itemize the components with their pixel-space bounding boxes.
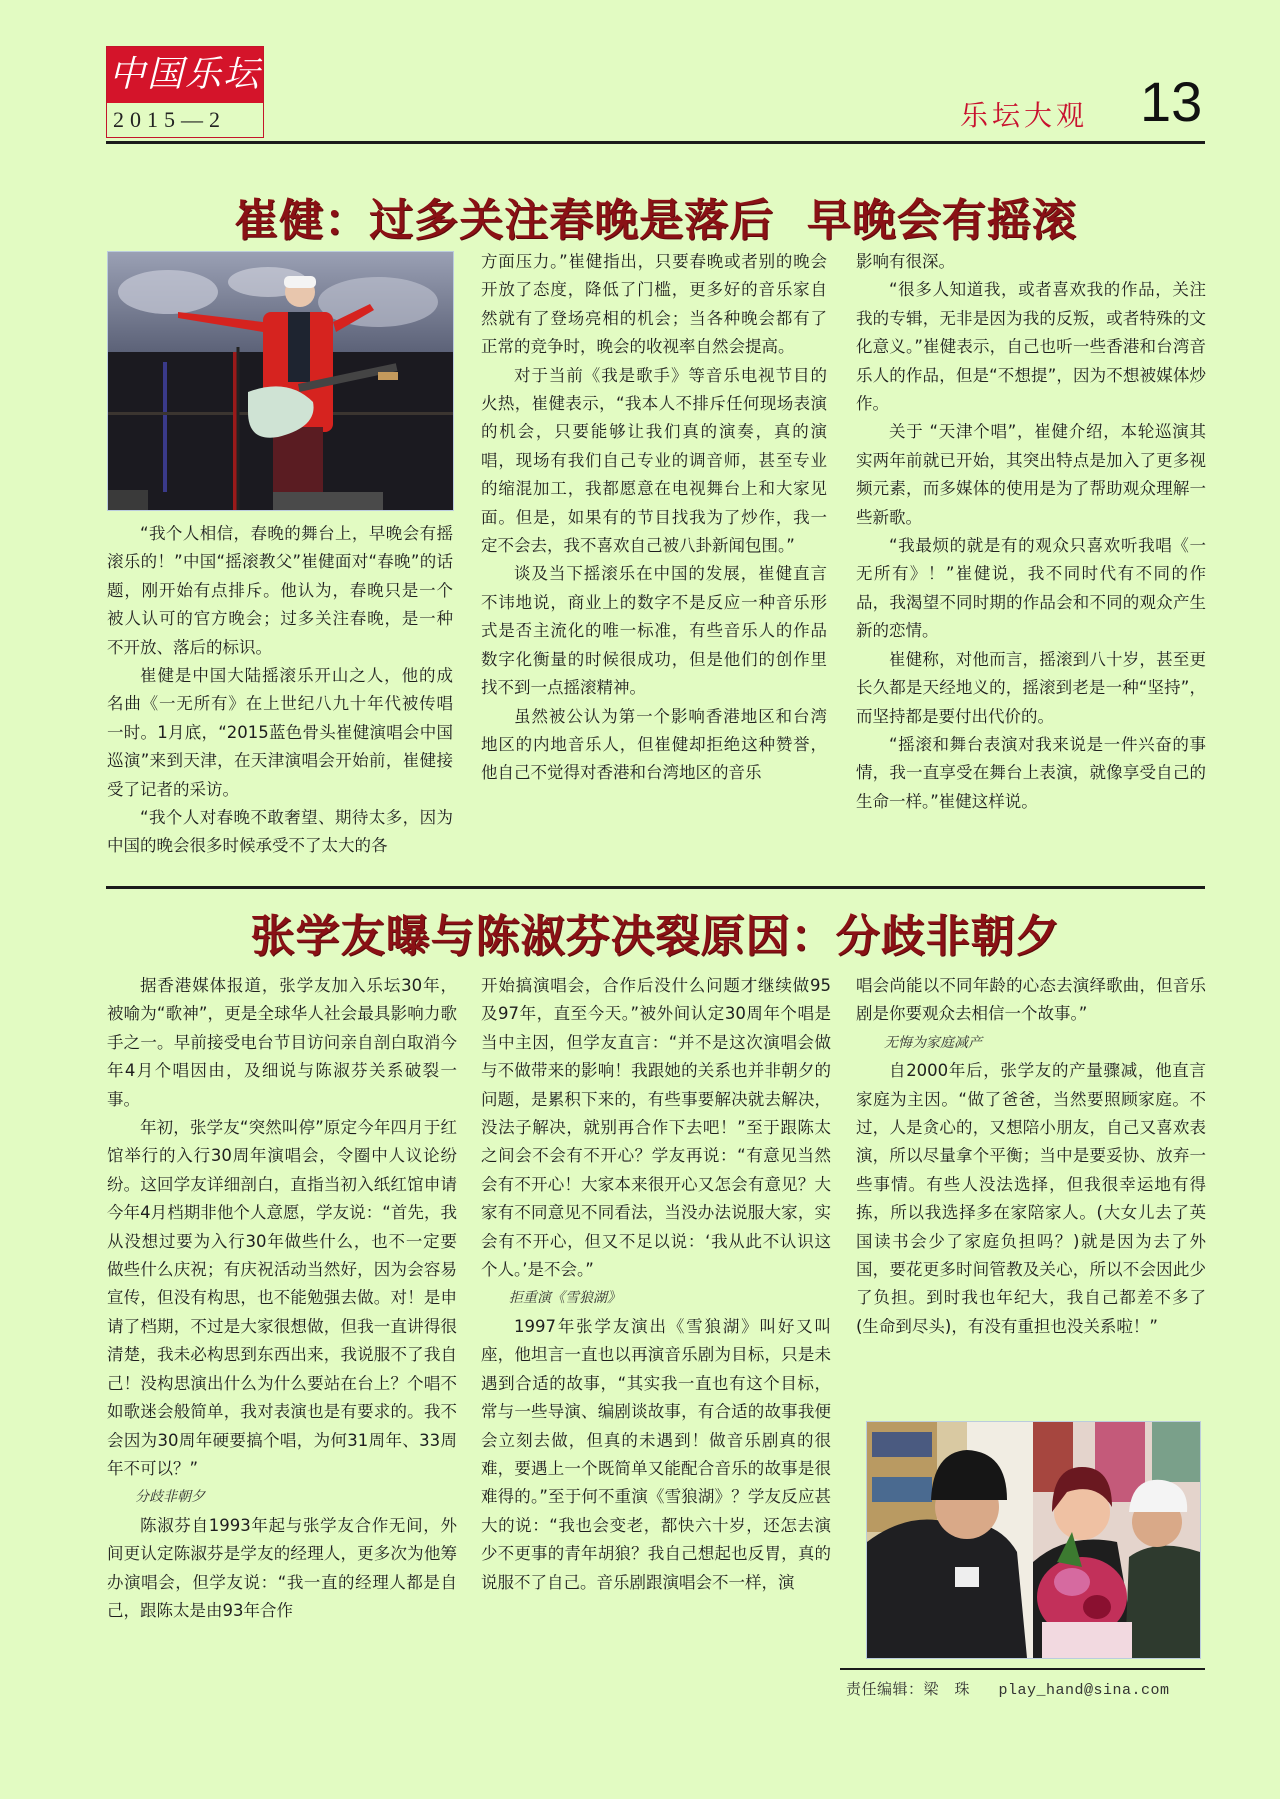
subheading: 分歧非朝夕: [135, 1489, 205, 1506]
article2-column-1: [107, 972, 457, 1625]
article1-photo: [107, 251, 454, 511]
paragraph: “摇滚和舞台表演对我来说是一件兴奋的事情，我一直享受在舞台上表演，就像享受自己的生命一样。”崔健这样说。: [856, 734, 1206, 811]
article-divider: [106, 886, 1205, 889]
paragraph: “我个人对春晚不敢奢望、期待太多，因为中国的晚会很多时候承受不了太大的各: [107, 808, 453, 856]
subheading: 无悔为家庭减产: [884, 1034, 982, 1051]
subheading: 拒重演《雪狼湖》: [509, 1290, 621, 1307]
issue-number: 2015—2: [107, 103, 263, 137]
paragraph: 谈及当下摇滚乐在中国的发展，崔健直言不讳地说，商业上的数字不是反应一种音乐形式是否主流化的唯一标准，有些音乐人的作品数字化衡量的时候很成功，但是他们的创作里找不到一点摇滚精神。: [481, 564, 827, 698]
footer: [846, 1678, 1170, 1699]
paragraph: 对于当前《我是歌手》等音乐电视节目的火热，崔健表示，“我本人不排斥任何现场表演的机会，只要能够让我们真的演奏，真的演唱，现场有我们自己专业的调音师，甚至专业的缩混加工，我都愿意在电视舞台上和大家见面。但是，如果有的节目找我为了炒作，我一定不会去，我不喜欢自己被八卦新闻包围。”: [481, 365, 827, 556]
article1-headline: 崔健：过多关注春晚是落后 早晚会有摇滚: [234, 195, 1077, 246]
paragraph: 唱会尚能以不同年龄的心态去演绎歌曲，但音乐剧是你要观众去相信一个故事。”: [856, 976, 1206, 1024]
section-name: 乐坛大观: [960, 99, 1089, 132]
article2-column-2: [481, 972, 831, 1597]
paragraph: 虽然被公认为第一个影响香港地区和台湾地区的内地音乐人，但崔健却拒绝这种赞誉，他自己不觉得对香港和台湾地区的音乐: [481, 706, 827, 783]
paragraph: 方面压力。”崔健指出，只要春晚或者别的晚会开放了态度，降低了门槛，更多好的音乐家自然就有了登场亮相的机会；当各种晚会都有了正常的竞争时，晚会的收视率自然会提高。: [481, 252, 827, 357]
header-rule: [106, 141, 1205, 144]
paragraph: “我最烦的就是有的观众只喜欢听我唱《一无所有》！”崔健说，我不同时代有不同的作品，我渴望不同时期的作品会和不同的观众产生新的恋情。: [856, 536, 1206, 641]
paragraph: 关于 “天津个唱”，崔健介绍，本轮巡演其实两年前就已开始，其突出特点是加入了更多视频元素，而多媒体的使用是为了帮助观众理解一些新歌。: [856, 422, 1206, 527]
paragraph: 据香港媒体报道，张学友加入乐坛30年，被喻为“歌神”，更是全球华人社会最具影响力歌手之一。早前接受电台节目访问亲自剖白取消今年4月个唱因由，及细说与陈淑芬关系破裂一事。: [107, 976, 457, 1109]
footer-rule: [840, 1668, 1205, 1670]
magazine-logo: [106, 46, 264, 138]
concert-photo-icon: [108, 252, 453, 510]
paragraph: “很多人知道我，或者喜欢我的作品，关注我的专辑，无非是因为我的反叛，或者特殊的文化意义。”崔健表示，自己也听一些香港和台湾音乐人的作品，但是“不想提”，因为不想被媒体炒作。: [856, 280, 1206, 414]
paragraph: 崔健是中国大陆摇滚乐开山之人，他的成名曲《一无所有》在上世纪八九十年代被传唱一时。1月底，“2015蓝色骨头崔健演唱会中国巡演”来到天津，在天津演唱会开始前，崔健接受了记者的采访。: [107, 666, 453, 799]
page-number: 13: [1140, 70, 1203, 133]
paragraph: 1997年张学友演出《雪狼湖》叫好又叫座，他坦言一直也以再演音乐剧为目标，只是未遇到合适的故事，“其实我一直也有这个目标，常与一些导演、编剧谈故事，有合适的故事我便会立刻去做，但真的未遇到！做音乐剧真的很难，要遇上一个既简单又能配合音乐的故事是很难得的。”至于何不重演《雪狼湖》？学友反应甚大的说：“我也会变老，都快六十岁，还怎去演少不更事的青年胡狼？我自己想起也反胃，真的说服不了自己。音乐剧跟演唱会不一样，演: [481, 1316, 831, 1592]
article2-column-3: [856, 972, 1206, 1341]
paragraph: 自2000年后，张学友的产量骤减，他直言家庭为主因。“做了爸爸，当然要照顾家庭。不过，人是贪心的，又想陪小朋友，自己又喜欢表演，所以尽量拿个平衡；当中是要妥协、放弃一些事情。有些人没法选择，但我很幸运地有得拣，所以我选择多在家陪家人。(大女儿去了英国读书会少了家庭负担吗？)就是因为去了外国，要花更多时间管教及关心，所以不会因此少了负担。到时我也年纪大，我自己都差不多了(生命到尽头)，有没有重担也没关系啦！”: [856, 1061, 1206, 1336]
editor-email[interactable]: play_hand@sina.com: [998, 1682, 1170, 1699]
logo-title: 中国乐坛: [107, 47, 263, 103]
article2-headline: 张学友曝与陈淑芬决裂原因：分歧非朝夕: [250, 911, 1061, 962]
editor-label: 责任编辑：梁 珠: [846, 1682, 971, 1699]
paragraph: 陈淑芬自1993年起与张学友合作无间，外间更认定陈淑芬是学友的经理人，更多次为他筹办演唱会，但学友说：“我一直的经理人都是自己，跟陈太是由93年合作: [107, 1515, 457, 1620]
article2-photo: [866, 1421, 1201, 1659]
paragraph: 影响有很深。: [856, 252, 955, 271]
paragraph: 崔健称，对他而言，摇滚到八十岁，甚至更长久都是天经地义的，摇滚到老是一种“坚持”，而坚持都是要付出代价的。: [856, 649, 1206, 726]
paragraph: 开始搞演唱会，合作后没什么问题才继续做95及97年，直至今天。”被外间认定30周年个唱是当中主因，但学友直言：“并不是这次演唱会做与不做带来的影响！我跟她的关系也并非朝夕的问题，是累积下来的，有些事要解决就去解决，没法子解决，就别再合作下去吧！”至于跟陈太之间会不会有不开心？学友再说：“有意见当然会有不开心！大家本来很开心又怎会有意见？大家有不同意见不同看法，当没办法说服大家，实会有不开心，但又不足以说：‘我从此不认识这个人。’是不会。”: [481, 976, 831, 1280]
article1-column-1: [107, 520, 453, 861]
paragraph: 年初，张学友“突然叫停”原定今年四月于红馆举行的入行30周年演唱会，令圈中人议论纷纷。这回学友详细剖白，直指当初入纸红馆申请今年4月档期非他个人意愿，学友说：“首先，我从没想过要为入行30年做些什么，也不一定要做些什么庆祝；有庆祝活动当然好，因为会容易宣传，但没有构思，也不能勉强去做。对！是申请了档期，不过是大家很想做，但我一直讲得很清楚，我未必构思到东西出来，我说服不了我自己！没构思演出什么为什么要站在台上？个唱不如歌迷会般简单，我对表演也是有要求的。我不会因为30周年硬要搞个唱，为何31周年、33周年不可以？”: [107, 1118, 457, 1478]
portrait-photo-icon: [867, 1422, 1200, 1658]
paragraph: “我个人相信，春晚的舞台上，早晚会有摇滚乐的！”中国“摇滚教父”崔健面对“春晚”的话题，刚开始有点排斥。他认为，春晚只是一个被人认可的官方晚会；过多关注春晚，是一种不开放、落后的标识。: [107, 524, 453, 657]
article1-column-3: [856, 248, 1206, 816]
article1-column-2: [481, 248, 827, 788]
